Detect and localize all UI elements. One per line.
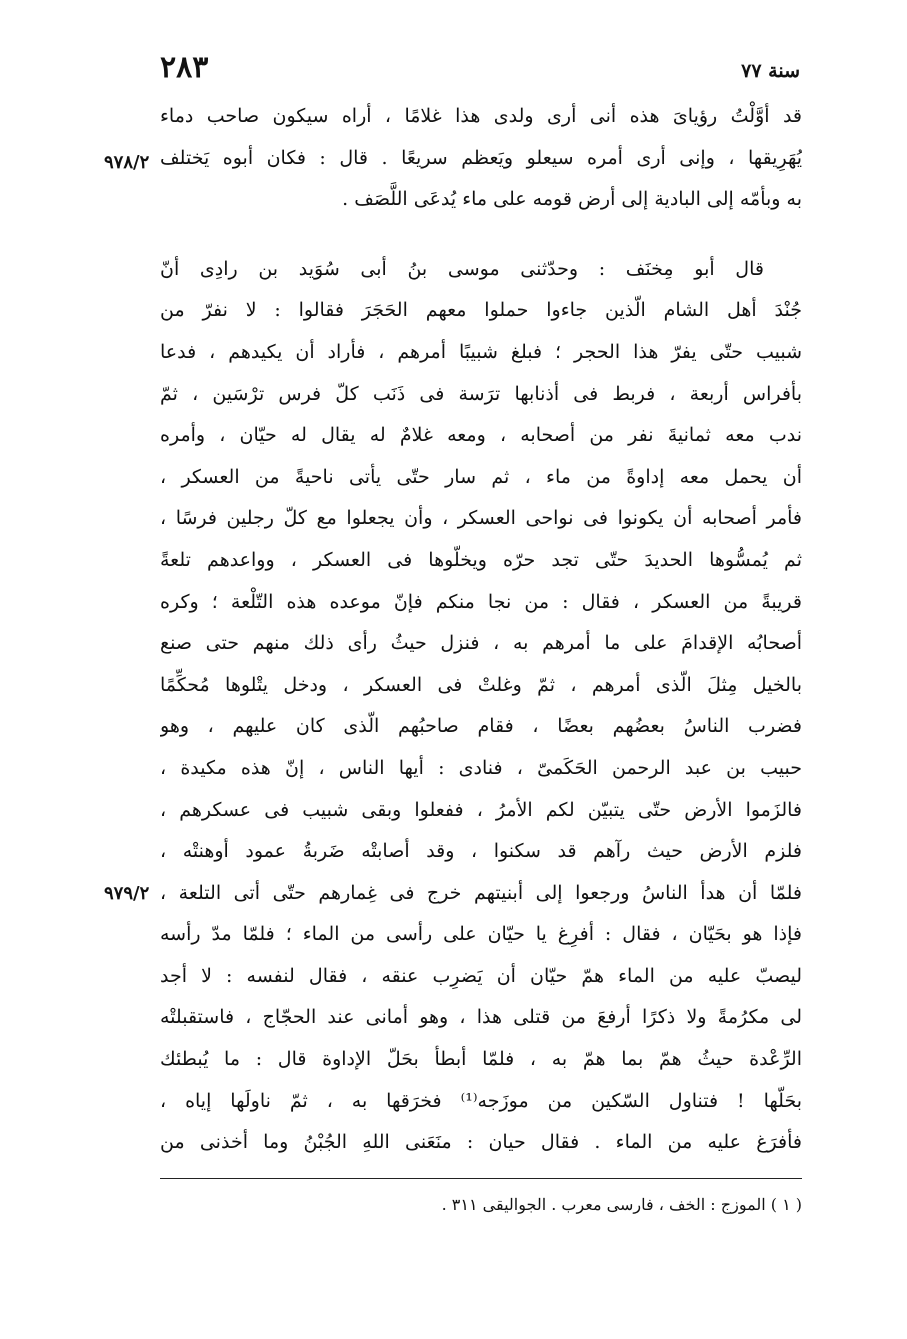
paragraph-1 bbox=[160, 96, 802, 221]
footnote-divider bbox=[160, 1178, 802, 1179]
text-line: أن يحمل معه إداوةً من ماء ، ثم سار حتّى يأتى ناحيةً من العسكر ، bbox=[160, 465, 802, 488]
text-line: فالزَموا الأرض حتّى يتبيّن لكم الأمرُ ، ففعلوا وبقى شبيب فى عسكرهم ، bbox=[160, 798, 802, 821]
text-line: شبيب حتّى يفرّ هذا الحجر ؛ فبلغ شبيبًا أمرهم ، فأراد أن يكيدهم ، فدعا bbox=[160, 340, 802, 363]
text-line: جُنْدَ أهل الشام الّذين جاءوا حملوا معهم الحَجَرَ فقالوا : لا نفرّ من bbox=[160, 299, 802, 322]
text-line: فضرب الناسُ بعضُهم بعضًا ، فقام صاحبُهم الّذى كان عليهم ، وهو bbox=[160, 715, 802, 738]
paragraph-2 bbox=[160, 249, 802, 1164]
text-line: فلمّا أن هدأ الناسُ ورجعوا إلى أبنيتهم خرج فى غِمارهم حتّى أتى التلعة ، bbox=[160, 881, 802, 904]
text-line: بحَلّها ! فتناول السّكين من موزَجه⁽¹⁾ فخرَقها به ، ثمّ ناولَها إياه ، bbox=[160, 1089, 802, 1112]
text-line: ثم يُمسُّوها الحديدَ حتّى تجد حرّه ويخلّوها فى العسكر ، وواعدهم تلعةً bbox=[160, 548, 802, 571]
paragraph-gap bbox=[160, 221, 802, 249]
text-line: يُهَرِيقها ، وإنى أرى أمره سيعلو ويَعظم سريعًا . قال : فكان أبوه يَختلف bbox=[160, 146, 802, 169]
page-header bbox=[160, 48, 800, 92]
text-line: ليصبّ عليه من الماء همّ حيّان أن يَضرِب عنقه ، فقال لنفسه : لا أجد bbox=[160, 964, 802, 987]
main-text bbox=[160, 96, 802, 1164]
running-head-year: سنة ٧٧ bbox=[741, 60, 800, 82]
text-line: ندب معه ثمانيةَ نفر من أصحابه ، ومعه غلامٌ له يقال له حيّان ، وأمره bbox=[160, 424, 802, 447]
text-line: قريبةً من العسكر ، فقال : من نجا منكم فإنّ موعده هذه التّلْعة ؛ وكره bbox=[160, 590, 802, 613]
margin-reference-first: ٩٧٨/٢ bbox=[104, 152, 150, 173]
text-line: فلزم الأرض حيث رآهم قد سكنوا ، وقد أصابتْه ضَربةُ عمود أوهنتْه ، bbox=[160, 840, 802, 863]
text-line: لى مكرُمةً ولا ذكرًا أرفعَ من قتلى هذا ، وهو أمانى عند الحجّاج ، فاستقبلتْه bbox=[160, 1006, 802, 1029]
text-line: قال أبو مِخنَف : وحدّثنى موسى بنُ أبى سُوَيد بن رادِى أنّ bbox=[160, 257, 764, 280]
text-line: الرِّعْدة حيثُ همّ بما همّ به ، فلمّا أبطأ بحَلّ الإداوة قال : ما يُبطئك bbox=[160, 1048, 802, 1071]
text-line: حبيب بن عبد الرحمن الحَكَمىّ ، فنادى : أيها الناس ، إنّ هذه مكيدة ، bbox=[160, 756, 802, 779]
text-line: فأفرَغ عليه من الماء . فقال حيان : منَعَنى اللهِ الجُبْنُ وما أخذنى من bbox=[160, 1131, 802, 1154]
footnote: ( ١ ) الموزج : الخف ، فارسى معرب . الجواليقى ٣١١ . bbox=[441, 1195, 802, 1214]
text-line: فإذا هو بحَيّان ، فقال : أفرِغ يا حيّان على رأسى من الماء ؛ فلمّا مدّ رأسه bbox=[160, 923, 802, 946]
page-number: ٢٨٣ bbox=[160, 50, 209, 85]
text-line: أصحابُه الإقدامَ على ما أمرهم به ، فنزل حيثُ رأى ذلك منهم حتى صنع bbox=[160, 632, 802, 655]
margin-reference-second: ٩٧٩/٢ bbox=[104, 883, 150, 904]
text-line: قد أوَّلْتُ رؤياىَ هذه أنى أرى ولدى هذا غلامًا ، أراه سيكون صاحب دماء bbox=[160, 105, 802, 127]
text-line: به وبأمّه إلى البادية إلى أرض قومه على ماء يُدعَى اللَّصَف . bbox=[342, 188, 802, 211]
text-line: بأفراس أربعة ، فربط فى أذنابها ترَسة فى ذَنَب كلّ فرس ترْسَين ، ثمّ bbox=[160, 382, 802, 405]
text-line: بالخيل مِثلَ الّذى أمرهم ، ثمّ وغلتْ فى العسكر ، ودخل يتْلوها مُحكِّمًا bbox=[160, 673, 802, 696]
text-line: فأمر أصحابه أن يكونوا فى نواحى العسكر ، وأن يجعلوا مع كلّ رجلين فرسًا ، bbox=[160, 507, 802, 530]
